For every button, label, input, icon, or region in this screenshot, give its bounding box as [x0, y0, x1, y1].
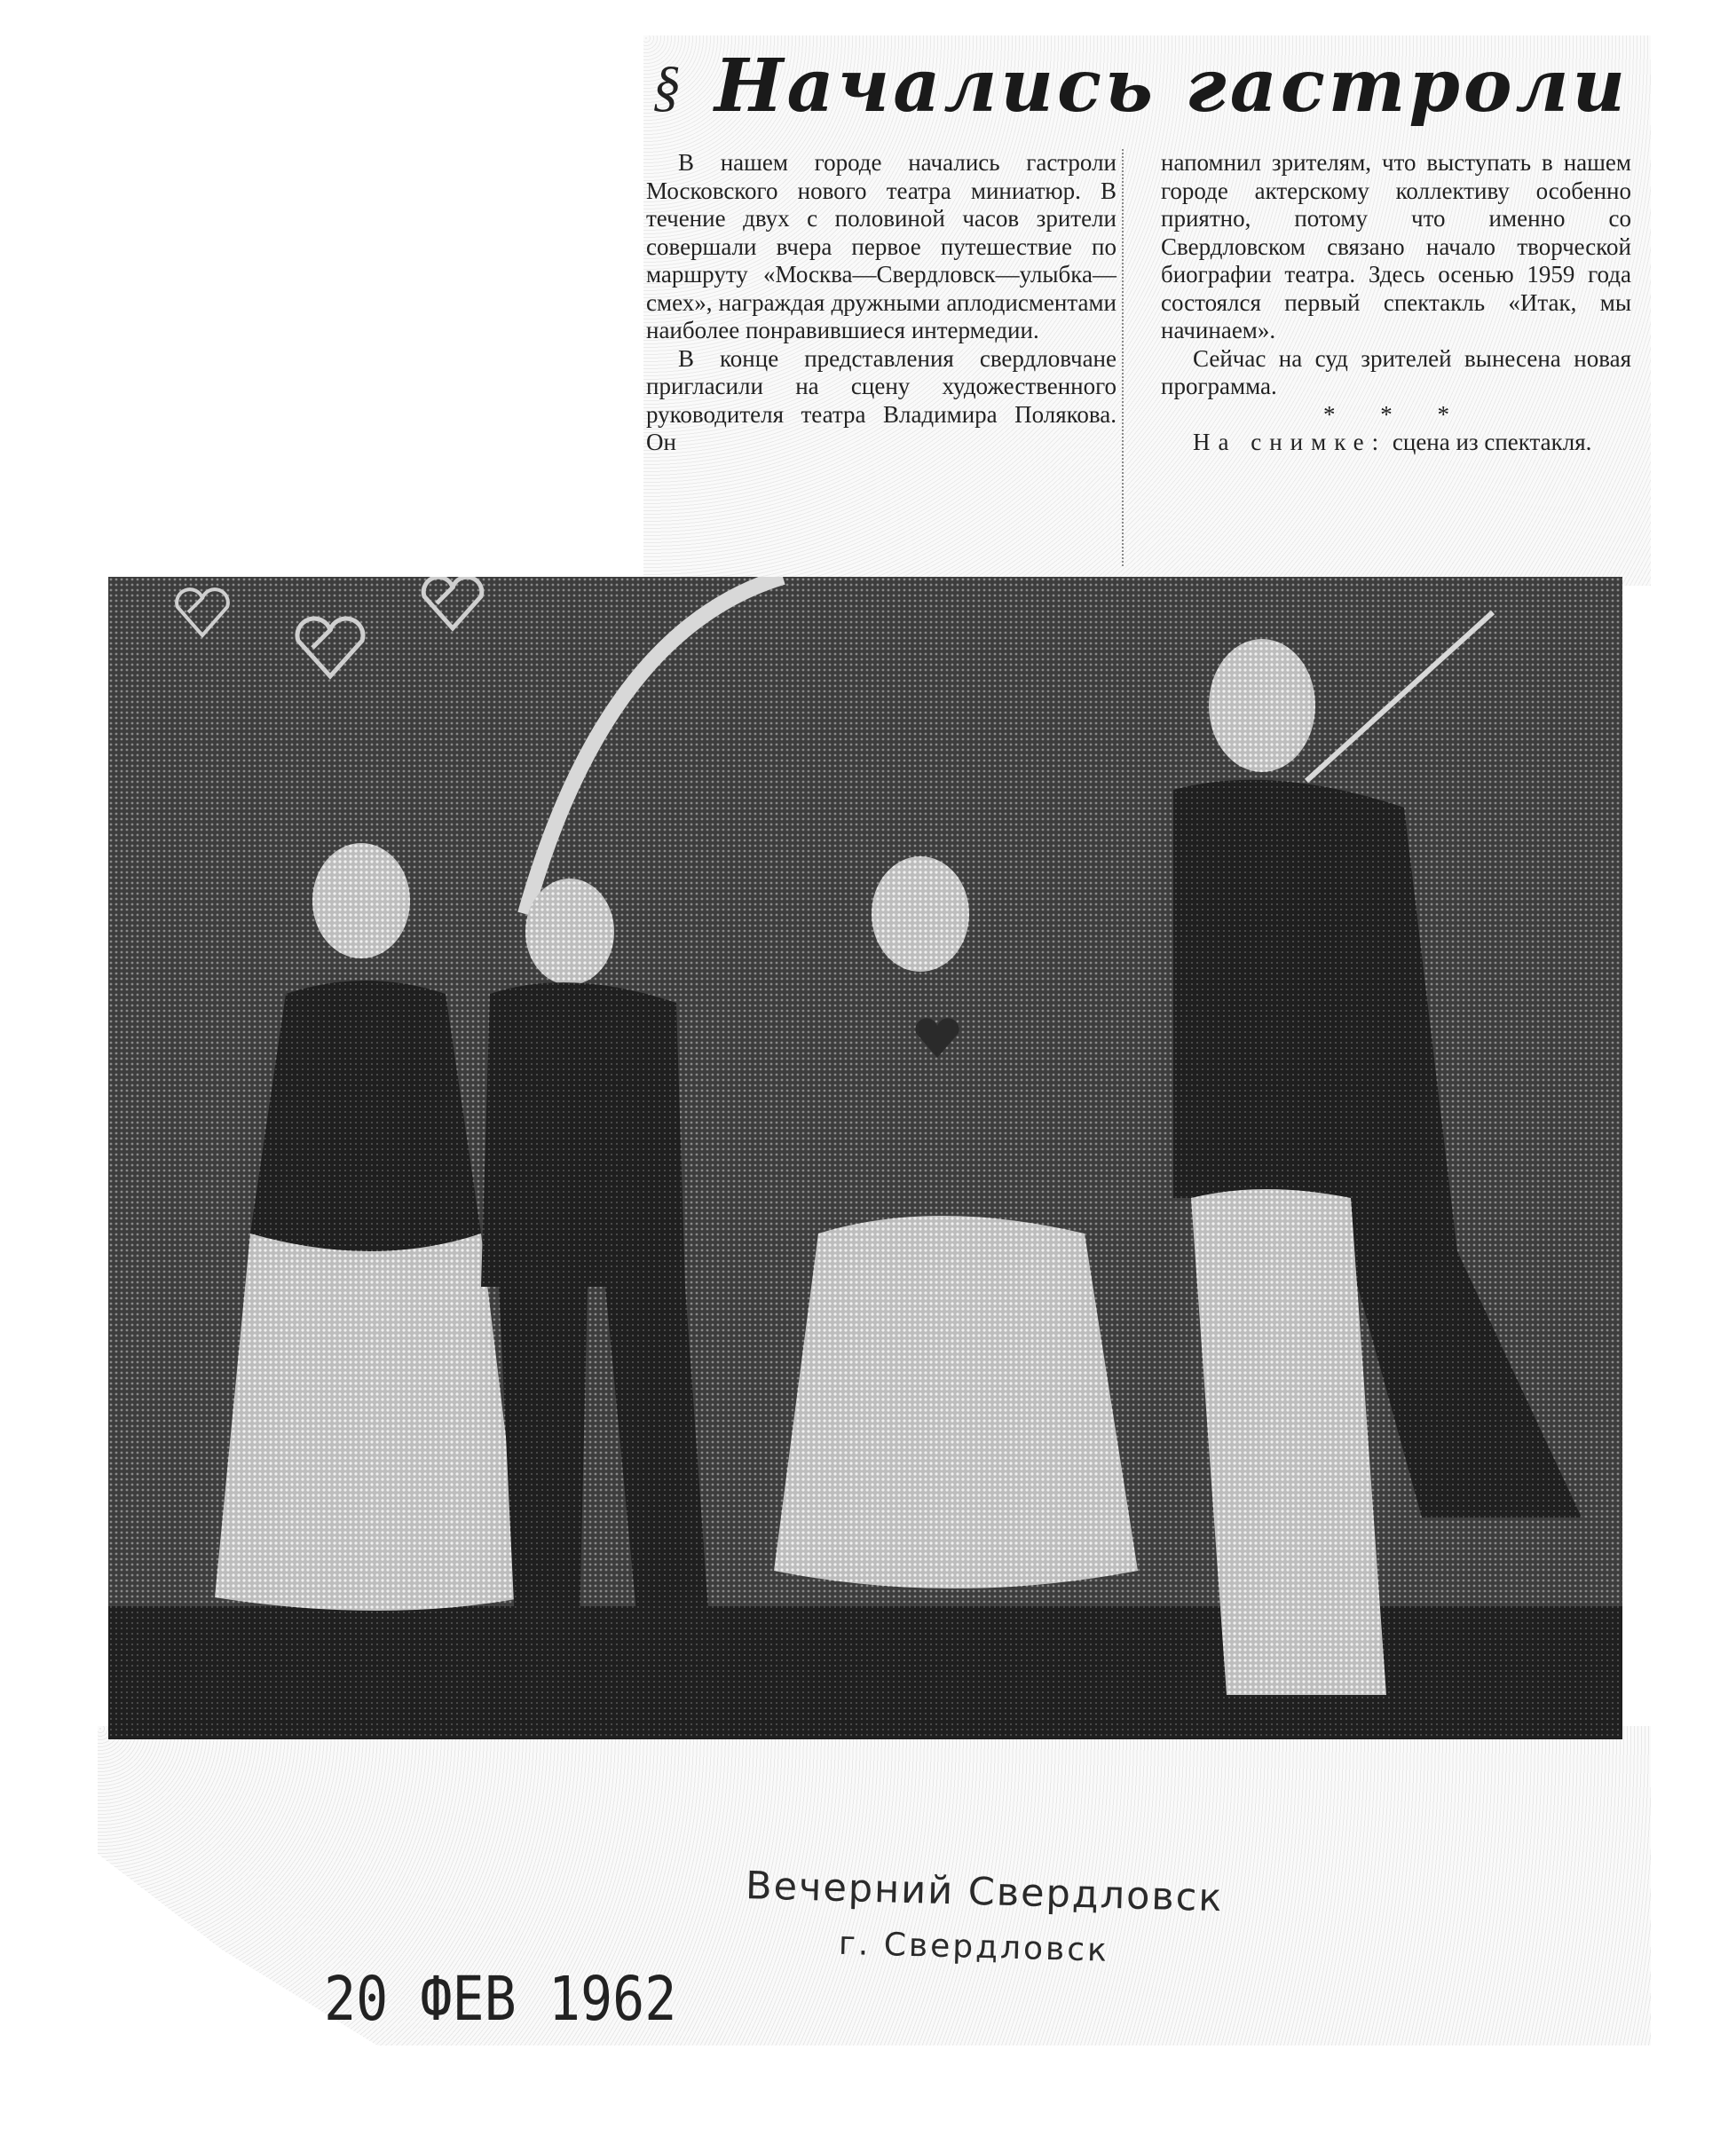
caption-text: сцена из спектакля. — [1386, 429, 1592, 455]
headline — [652, 37, 1637, 135]
photo-caption — [1161, 429, 1631, 457]
stamp-city: г. Свердловск — [838, 1925, 1110, 1969]
paragraph-2: В конце представления свердловчане пригласили на сцену художественного руководителя театра Владимира Полякова. Он — [646, 344, 1117, 455]
stamp-newspaper-name: Вечерний Свердловск — [745, 1864, 1224, 1921]
column-divider — [1122, 149, 1124, 566]
article-title: Начались гастроли — [714, 43, 1629, 129]
paragraph-continuation: напомнил зрителям, что выступать в нашем городе актерскому коллективу особенно приятно, потому что именно со Свердловском связано начало творческой биографии театра. Здесь осенью 1959 года состоялся первый спектакль «Итак, мы начинаем». — [1161, 149, 1631, 343]
date-stamp: 20 ФЕВ 1962 — [324, 1963, 677, 2036]
separator-stars: * * * — [1323, 400, 1469, 428]
stage-photo — [108, 577, 1622, 1739]
article-body — [646, 149, 1633, 557]
left-column — [646, 149, 1117, 457]
right-column — [1161, 149, 1631, 457]
paragraph-1: В нашем городе начались гастроли Московского нового театра миниатюр. В течение двух с половиной часов зрители совершали вчера первое путешествие по маршруту «Москва—Свердловск—улыбка—смех», награждая дружными аплодисментами наиболее понравившиеся интермедии. — [646, 149, 1117, 343]
stage-photo-drawing — [108, 577, 1622, 1739]
ornament-icon: § — [652, 54, 681, 117]
paragraph-3: Сейчас на суд зрителей вынесена новая программа. — [1161, 344, 1631, 399]
caption-label: На снимке: — [1193, 429, 1387, 455]
